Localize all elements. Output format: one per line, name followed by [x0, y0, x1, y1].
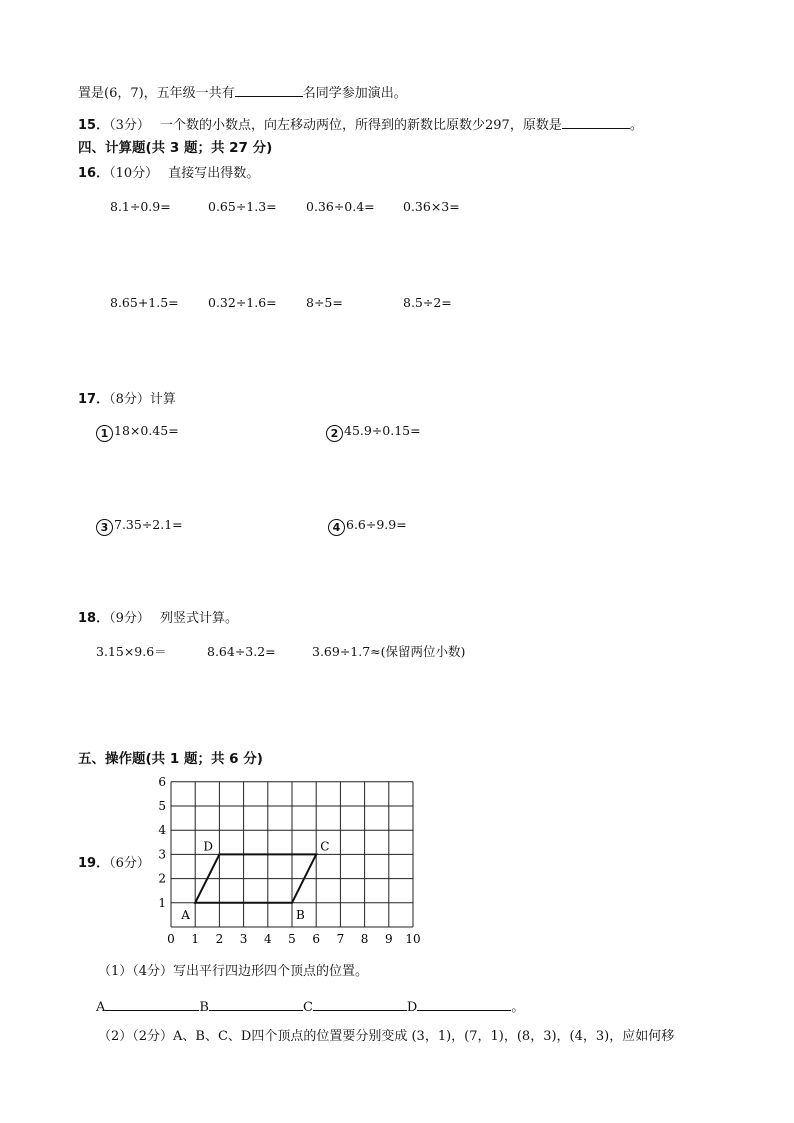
q19-line — [78, 855, 150, 873]
q18-item-1: 3.15×9.6＝ — [96, 644, 167, 659]
q15-answer-blank[interactable] — [562, 114, 630, 129]
q15-text-1: 一个数的小数点，向左移动两位，所得到的新数比原数少297，原数是 — [160, 118, 562, 133]
x-tick-label: 0 — [167, 932, 175, 946]
y-tick-label: 1 — [158, 895, 166, 910]
q17-text: 计算 — [149, 392, 176, 407]
q14-text-1: 置是(6，7)，五年级一共有 — [78, 86, 235, 101]
q17-mark-2: 2 — [326, 425, 343, 442]
q17-expr-2: 45.9÷0.15= — [344, 423, 421, 438]
q17-expr-3: 7.35÷2.1= — [114, 517, 183, 532]
answer-blank-b[interactable] — [209, 996, 303, 1011]
y-tick-label: 3 — [158, 847, 166, 862]
q15-number: 15． — [78, 118, 110, 133]
q17-item-3 — [96, 516, 183, 536]
q17-mark-3: 3 — [96, 519, 113, 536]
x-tick-label: 1 — [191, 932, 200, 946]
q16-item-2: 0.65÷1.3= — [208, 199, 277, 214]
grid-tick-labels — [158, 775, 420, 946]
answer-label-b: B — [199, 1000, 209, 1015]
q16-line — [78, 165, 259, 183]
q18-item-3: 3.69÷1.7≈(保留两位小数) — [312, 644, 466, 659]
x-tick-label: 2 — [215, 932, 224, 946]
x-tick-label: 10 — [405, 932, 421, 946]
answer-blank-c[interactable] — [313, 996, 407, 1011]
x-tick-label: 7 — [336, 932, 345, 946]
q17-score: （8分） — [109, 392, 150, 407]
q16-item-7: 8÷5= — [306, 295, 343, 310]
q17-number: 17． — [78, 392, 110, 407]
x-tick-label: 6 — [312, 932, 321, 946]
q17-line — [78, 391, 176, 409]
q16-item-6: 0.32÷1.6= — [208, 295, 277, 310]
q14-text-2: 名同学参加演出。 — [302, 86, 407, 101]
vertex-label-a: A — [181, 907, 190, 922]
answer-blank-a[interactable] — [105, 996, 199, 1011]
q14-answer-blank[interactable] — [235, 82, 303, 97]
answer-label-d: D — [406, 1000, 418, 1015]
q19-sub2-text: （2）（2分）A、B、C、D四个顶点的位置要分别变成 (3，1)，(7，1)，(8，3)，(4，3)，应如何移 — [98, 1029, 675, 1044]
coordinate-grid — [150, 775, 430, 950]
q19-score: （6分） — [109, 856, 150, 871]
q16-item-5: 8.65+1.5= — [110, 295, 179, 310]
x-tick-label: 5 — [288, 932, 296, 946]
q17-mark-4: 4 — [328, 519, 345, 536]
q18-text: 列竖式计算。 — [160, 611, 239, 626]
q16-text: 直接写出得数。 — [168, 166, 260, 181]
vertex-labels — [180, 839, 329, 921]
q14-tail-line — [78, 82, 407, 103]
answer-blank-d[interactable] — [417, 996, 511, 1011]
answer-label-a: A — [96, 1000, 106, 1015]
q15-line — [78, 114, 643, 135]
y-tick-label: 6 — [158, 775, 166, 789]
vertex-label-c: C — [320, 839, 330, 854]
q17-item-1 — [96, 422, 179, 442]
section-5-title: 五、操作题(共 1 题；共 6 分) — [78, 751, 263, 767]
q18-line — [78, 610, 238, 628]
q16-item-4: 0.36×3= — [403, 199, 460, 214]
section-4-title: 四、计算题(共 3 题；共 27 分) — [78, 140, 273, 156]
answer-end: 。 — [511, 1000, 525, 1015]
x-tick-label: 4 — [263, 932, 272, 946]
x-tick-label: 9 — [384, 932, 393, 946]
q19-sub1-label: （1）（4分）写出平行四边形四个顶点的位置。 — [98, 964, 369, 979]
vertex-label-d: D — [203, 839, 214, 854]
q16-item-8: 8.5÷2= — [403, 295, 452, 310]
q17-expr-4: 6.6÷9.9= — [346, 517, 407, 532]
x-tick-label: 3 — [239, 932, 248, 946]
q15-score: （3分） — [109, 118, 150, 133]
q19-sub1-answers — [96, 996, 524, 1017]
q18-item-2: 8.64÷3.2= — [207, 644, 276, 659]
q18-number: 18． — [78, 611, 110, 626]
answer-label-c: C — [302, 1000, 313, 1015]
q17-mark-1: 1 — [96, 425, 113, 442]
x-tick-label: 8 — [360, 932, 369, 946]
q17-expr-1: 18×0.45= — [114, 423, 179, 438]
q16-item-3: 0.36÷0.4= — [306, 199, 375, 214]
q17-item-4 — [328, 516, 407, 536]
y-tick-label: 4 — [158, 823, 166, 838]
q15-text-2: 。 — [629, 118, 643, 133]
q18-score: （9分） — [109, 611, 150, 626]
q19-number: 19． — [78, 856, 110, 871]
y-tick-label: 5 — [158, 799, 166, 813]
q16-item-1: 8.1÷0.9= — [110, 199, 171, 214]
vertex-label-b: B — [296, 907, 305, 922]
q16-number: 16． — [78, 166, 110, 181]
q16-score: （10分） — [109, 166, 159, 181]
q17-item-2 — [326, 422, 421, 442]
y-tick-label: 2 — [158, 871, 166, 886]
